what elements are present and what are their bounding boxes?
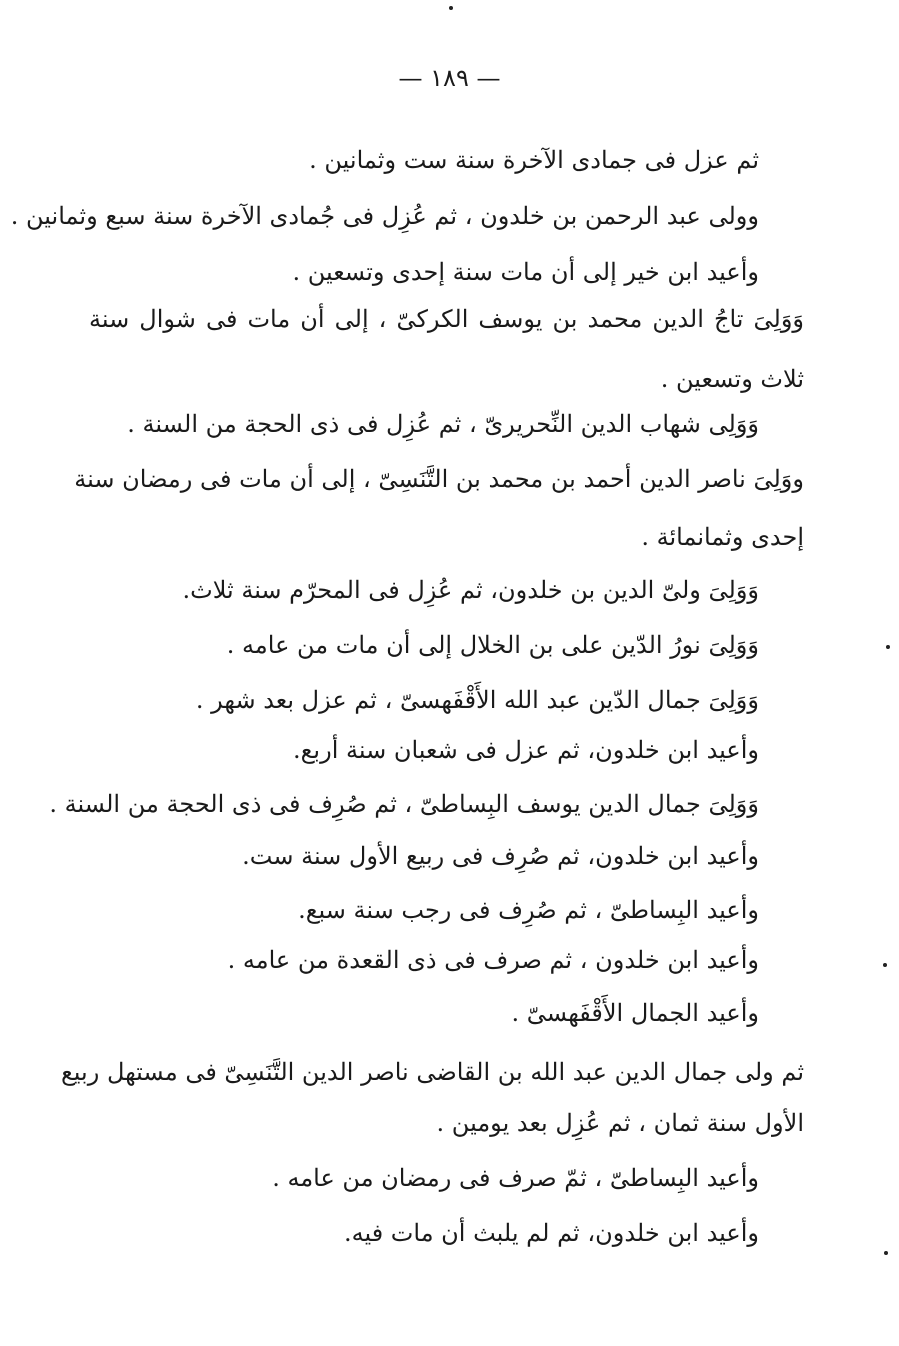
text-line: الأول سنة ثمان ، ثم عُزِل بعد يومين . [436,1109,804,1137]
scan-speck [883,963,887,967]
text-line: وَوَلِىَ نورُ الدّين على بن الخلال إلى أن مات من عامه . [226,631,759,659]
text-line: وولى عبد الرحمن بن خلدون ، ثم عُزِل فى جُمادى الآخرة سنة سبع وثمانين . [10,202,759,230]
text-line: ووَلِىَ ناصر الدين أحمد بن محمد بن التَّنَسِىّ ، إلى أن مات فى رمضان سنة [74,465,804,493]
scan-speck [884,1251,888,1255]
text-line: وَوَلِى شهاب الدين النِّحريرىّ ، ثم عُزِل فى ذى الحجة من السنة . [127,410,759,438]
text-line: وأعيد ابن خلدون، ثم عزل فى شعبان سنة أربع. [293,736,759,764]
text-line: ثلاث وتسعين . [660,365,804,393]
scan-speck [886,645,890,649]
text-line: وأعيد ابن خلدون، ثم صُرِف فى ربيع الأول سنة ست. [242,842,759,870]
text-line: وَوَلِىَ جمال الدّين عبد الله الأَقْفَهسىّ ، ثم عزل بعد شهر . [195,686,759,714]
scan-speck [449,6,453,10]
text-line: وأعيد ابن خلدون ، ثم صرف فى ذى القعدة من عامه . [227,946,759,974]
text-line: وَوَلِىَ تاجُ الدين محمد بن يوسف الكركىّ ، إلى أن مات فى شوال سنة [89,305,804,333]
text-line: وَوَلِىَ جمال الدين يوسف البِساطىّ ، ثم صُرِف فى ذى الحجة من السنة . [49,790,759,818]
text-line: وأعيد ابن خير إلى أن مات سنة إحدى وتسعين . [292,258,759,286]
text-line: وأعيد الجمال الأَقْفَهسىّ . [511,999,759,1027]
text-line: وَوَلِىَ ولىّ الدين بن خلدون، ثم عُزِل فى المحرّم سنة ثلاث. [182,576,759,604]
text-line: وأعيد البِساطىّ ، ثمّ صرف فى رمضان من عامه . [272,1164,759,1192]
text-line: وأعيد البِساطىّ ، ثم صُرِف فى رجب سنة سبع. [298,896,759,924]
page-number: — ١٨٩ — [398,64,501,92]
text-line: وأعيد ابن خلدون، ثم لم يلبث أن مات فيه. [343,1219,759,1247]
text-line: ثم عزل فى جمادى الآخرة سنة ست وثمانين . [309,146,759,174]
text-line: ثم ولى جمال الدين عبد الله بن القاضى ناصر الدين التَّنَسِىّ فى مستهل ربيع [61,1058,804,1086]
text-line: إحدى وثمانمائة . [641,523,804,551]
